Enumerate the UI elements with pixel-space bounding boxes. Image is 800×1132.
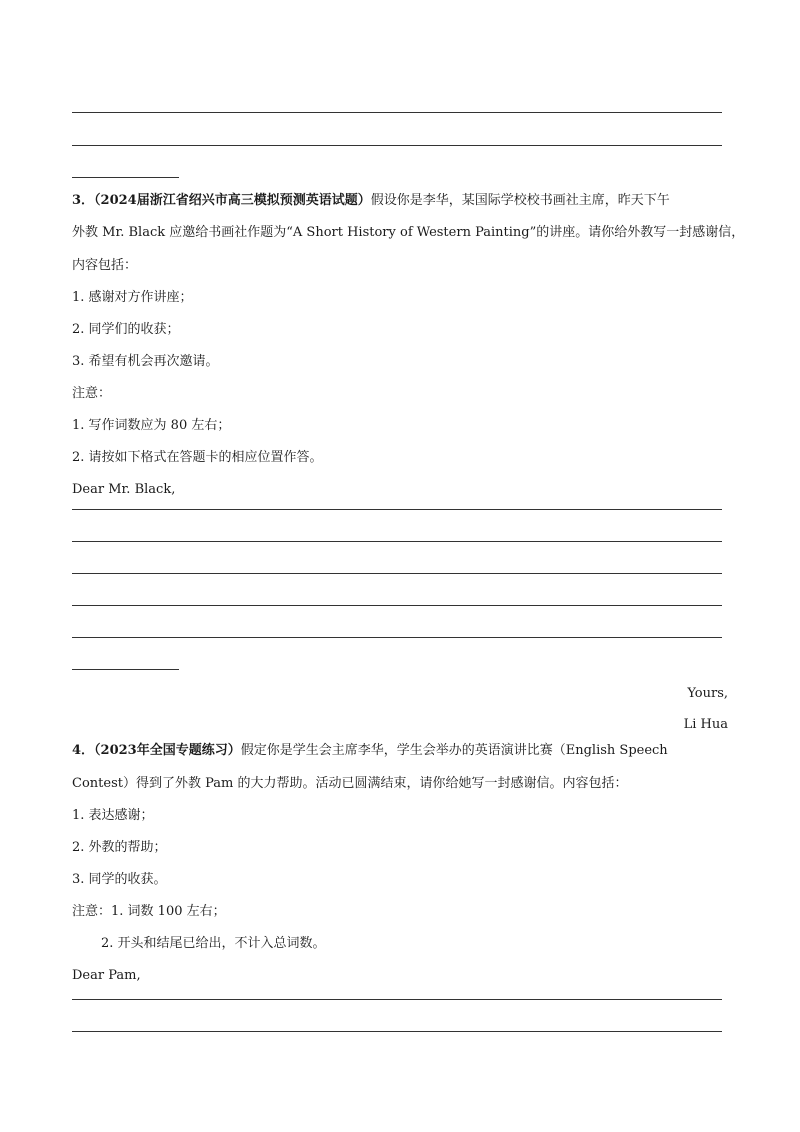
q3-point: 1. 感谢对方作讲座；: [72, 290, 193, 305]
answer-line: [72, 541, 722, 542]
answer-line: [72, 999, 722, 1000]
answer-line: [72, 145, 722, 146]
answer-line: [72, 573, 722, 574]
q3-prompt-line-1: [72, 193, 670, 209]
q4-point: 2. 外教的帮助；: [72, 840, 167, 855]
q3-point: 2. 同学们的收获；: [72, 322, 180, 337]
q3-greeting: Dear Mr. Black,: [72, 482, 176, 497]
q3-prompt-line-3: 内容包括：: [72, 258, 138, 273]
answer-line-short: [72, 669, 179, 670]
q3-signature: Li Hua: [683, 717, 728, 732]
q3-prompt-line-2: 外教 Mr. Black 应邀给书画社作题为“A Short History of Western Painting”的讲座。请你给外教写一封感谢信，: [72, 225, 745, 240]
q4-prompt-line-2: Contest）得到了外教 Pam 的大力帮助。活动已圆满结束，请你给她写一封感谢信。内容包括：: [72, 776, 628, 791]
q4-prompt-line-1: [72, 743, 668, 759]
q4-greeting: Dear Pam,: [72, 968, 141, 983]
q4-intro: 假定你是学生会主席李华，学生会举办的英语演讲比赛（English Speech: [240, 743, 668, 758]
q4-note: 注意：1. 词数 100 左右；: [72, 904, 226, 919]
answer-line: [72, 637, 722, 638]
answer-line: [72, 509, 722, 510]
answer-line: [72, 1031, 722, 1032]
answer-line: [72, 605, 722, 606]
q3-source: （2024届浙江省绍兴市高三模拟预测英语试题）: [94, 193, 371, 208]
q4-source: （2023年全国专题练习）: [94, 743, 241, 758]
q4-point: 1. 表达感谢；: [72, 808, 154, 823]
q3-note: 2. 请按如下格式在答题卡的相应位置作答。: [72, 450, 323, 465]
q3-intro: 假设你是李华，某国际学校校书画社主席，昨天下午: [370, 193, 670, 208]
answer-line: [72, 112, 722, 113]
q3-notes-title: 注意：: [72, 386, 112, 401]
q3-point: 3. 希望有机会再次邀请。: [72, 354, 219, 369]
answer-line-short: [72, 177, 179, 178]
q4-point: 3. 同学的收获。: [72, 872, 167, 887]
q4-note: 2. 开头和结尾已给出，不计入总词数。: [101, 936, 326, 951]
q3-note: 1. 写作词数应为 80 左右；: [72, 418, 231, 433]
q3-number: 3．: [72, 193, 95, 208]
q4-number: 4．: [72, 743, 95, 758]
q3-closing: Yours,: [687, 686, 728, 701]
